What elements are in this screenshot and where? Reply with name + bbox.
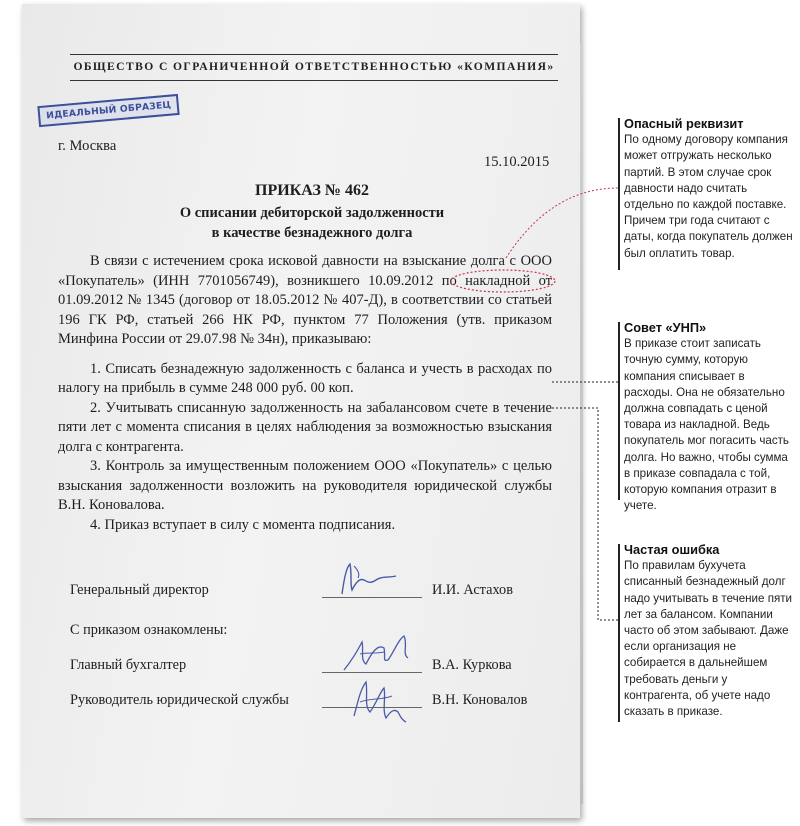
director-title: Генеральный директор (70, 582, 209, 598)
note-title-3: Частая ошибка (624, 542, 720, 557)
document-date: 15.10.2015 (484, 154, 550, 170)
order-subtitle-line1: О списании дебиторской задолженности (179, 205, 445, 221)
note-bar-3 (618, 544, 620, 722)
order-item-1: 1. Списать безнадежную задолженность с баланса и учесть в расходах по налогу на прибыль в сумме 248 000 руб. 00 коп. (58, 360, 552, 396)
company-name: ОБЩЕСТВО С ОГРАНИЧЕННОЙ ОТВЕТСТВЕННОСТЬЮ «КОМПАНИЯ» (73, 60, 555, 73)
note-text-2: В приказе стоит записать точную сумму, которую компания списывает в расходы. Она не обязательно должна совпадать с ценой товара из накладной. Ведь покупатель мог погасить часть долга. Но важно, чтобы сумма в приказе совпадала с той, которую компания отразит в учете. (624, 337, 789, 513)
legal-title: Руководитель юридической службы (70, 692, 289, 708)
document-city: г. Москва (58, 138, 117, 154)
note-text-3: По правилам бухучета списанный безнадежный долг надо учитывать в течение пяти лет за балансом. Компании часто об этом забывают. Даже если организация не собирается в дальнейшем требовать деньги у контрагента, об учете надо сказать в приказе. (624, 559, 793, 719)
note-bar-2 (618, 322, 620, 500)
order-item-3: 3. Контроль за имущественным положением ООО «Покупатель» с целью взыскания задолженности возложить на руководителя юридической службы В.Н. Коновалова. (58, 458, 552, 513)
order-subtitle-line2: в качестве безнадежного долга (211, 225, 413, 241)
connector-common-mistake (552, 408, 618, 620)
note-title-1: Опасный реквизит (624, 116, 744, 131)
accountant-title: Главный бухгалтер (70, 657, 187, 673)
sample-stamp: ИДЕАЛЬНЫЙ ОБРАЗЕЦ (37, 94, 180, 127)
accountant-name: В.А. Куркова (432, 657, 512, 673)
highlight-ellipse (451, 270, 555, 292)
connector-dangerous-requisite (506, 188, 618, 258)
acquainted-label: С приказом ознакомлены: (70, 622, 228, 638)
director-name: И.И. Астахов (432, 582, 513, 598)
order-item-4: 4. Приказ вступает в силу с момента подписания. (90, 516, 396, 533)
order-intro: В связи с истечением срока исковой давности на взыскание долга с ООО «Покупатель» (ИНН 7701056749), возникшего 10.09.2012 по накладной от 01.09.2012 № 1345 (договор от 18.05.2012 № 407-Д), в соответствии со статьей 196 ГК РФ, статьей 266 НК РФ, пунктом 77 Положения (утв. приказом Минфина России от 29.07.98 № 34н), приказываю: (58, 253, 552, 347)
note-title-2: Совет «УНП» (624, 320, 707, 335)
note-bar-1 (618, 118, 620, 270)
note-common-mistake (624, 542, 794, 720)
order-title: ПРИКАЗ № 462 (255, 182, 369, 199)
legal-name: В.Н. Коновалов (432, 692, 528, 708)
order-item-2: 2. Учитывать списанную задолженность на забалансовом счете в течение пяти лет с момента списания в целях наблюдения за возможностью взыскания долга с контрагента. (58, 399, 552, 455)
note-unp-advice (624, 320, 794, 514)
note-text-1: По одному договору компания может отгружать несколько партий. В этом случае срок давности надо считать отдельно по каждой поставке. Причем три года считают с даты, когда покупатель должен был оплатить товар. (624, 133, 793, 260)
note-dangerous-requisite (624, 116, 794, 262)
